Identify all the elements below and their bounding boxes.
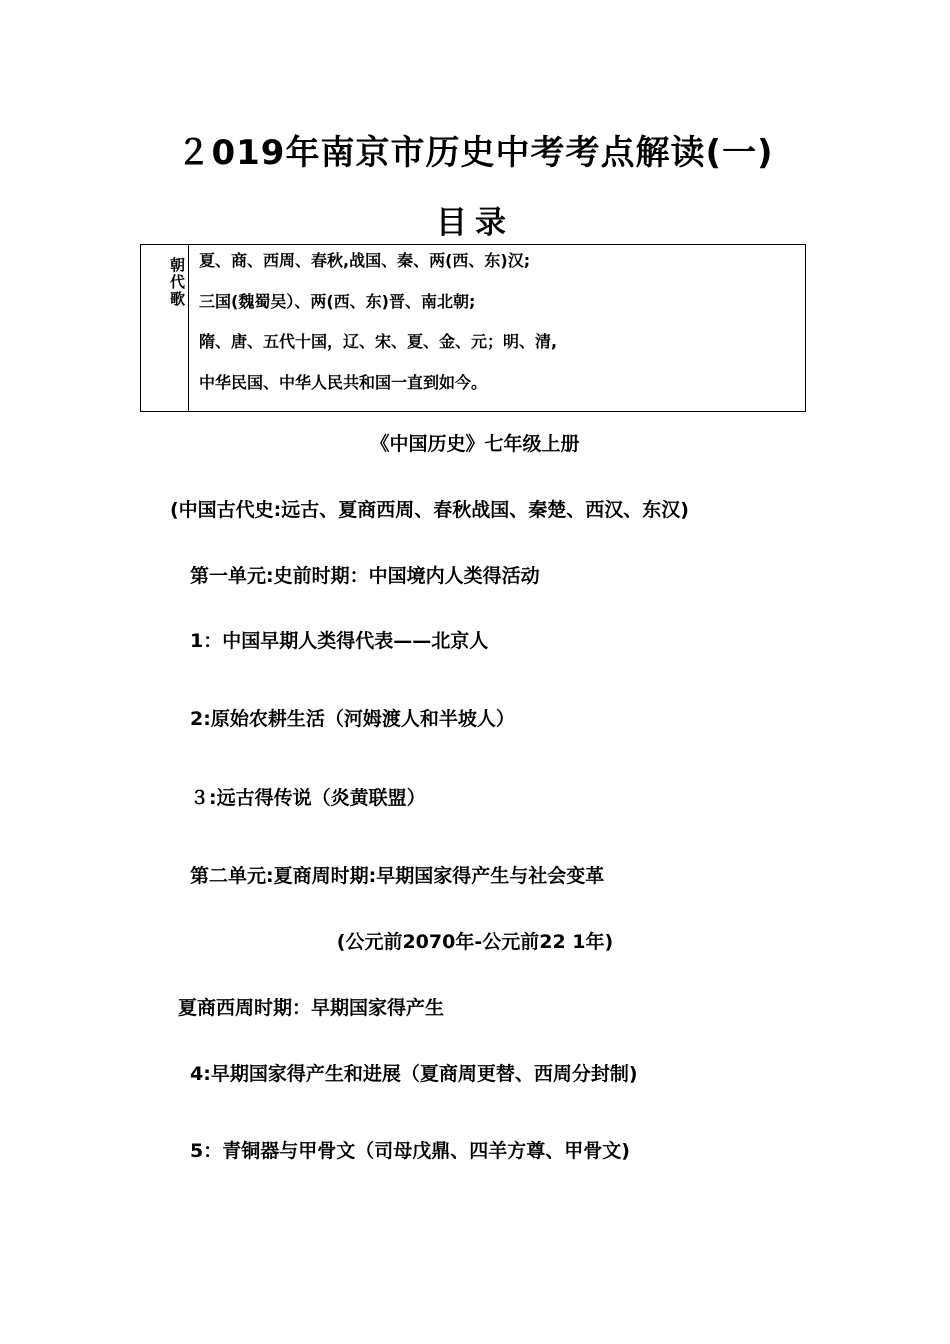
dynasty-label-cell xyxy=(141,245,189,411)
lesson-1: 1：中国早期人类得代表——北京人 xyxy=(190,630,489,652)
book-title: 《中国历史》七年级上册 xyxy=(370,433,580,455)
dynasty-line: 隋、唐、五代十国，辽、宋、夏、金、元；明、清, xyxy=(199,332,558,351)
dynasty-song-label: 朝代歌 xyxy=(168,256,186,308)
lesson-5: 5：青铜器与甲骨文（司母戊鼎、四羊方尊、甲骨文) xyxy=(190,1140,630,1162)
dynasty-line: 三国(魏蜀吴）、两(西、东)晋、南北朝; xyxy=(199,292,476,311)
unit-2-dates: (公元前2070年-公元前22 1年) xyxy=(336,931,614,953)
period-range: (中国古代史:远古、夏商西周、春秋战国、秦楚、西汉、东汉) xyxy=(170,499,689,521)
unit-2-title: 第二单元:夏商周时期:早期国家得产生与社会变革 xyxy=(190,865,605,887)
lesson-4: 4:早期国家得产生和进展（夏商周更替、西周分封制) xyxy=(190,1063,638,1085)
toc-heading: 目录 xyxy=(436,205,514,241)
lesson-3: ３:远古得传说（炎黄联盟） xyxy=(190,787,426,809)
unit-1-title: 第一单元:史前时期：中国境内人类得活动 xyxy=(190,565,540,587)
dynasty-song-table xyxy=(140,244,806,412)
dynasty-line: 夏、商、西周、春秋,战国、秦、两(西、东)汉; xyxy=(199,251,531,270)
section-title: 夏商西周时期：早期国家得产生 xyxy=(178,997,445,1019)
dynasty-lines-cell xyxy=(189,245,805,411)
lesson-2: 2:原始农耕生活（河姆渡人和半坡人） xyxy=(190,708,515,730)
document-title: ２019年南京市历史中考考点解读(一) xyxy=(176,133,774,173)
dynasty-line: 中华民国、中华人民共和国一直到如今。 xyxy=(199,373,488,392)
